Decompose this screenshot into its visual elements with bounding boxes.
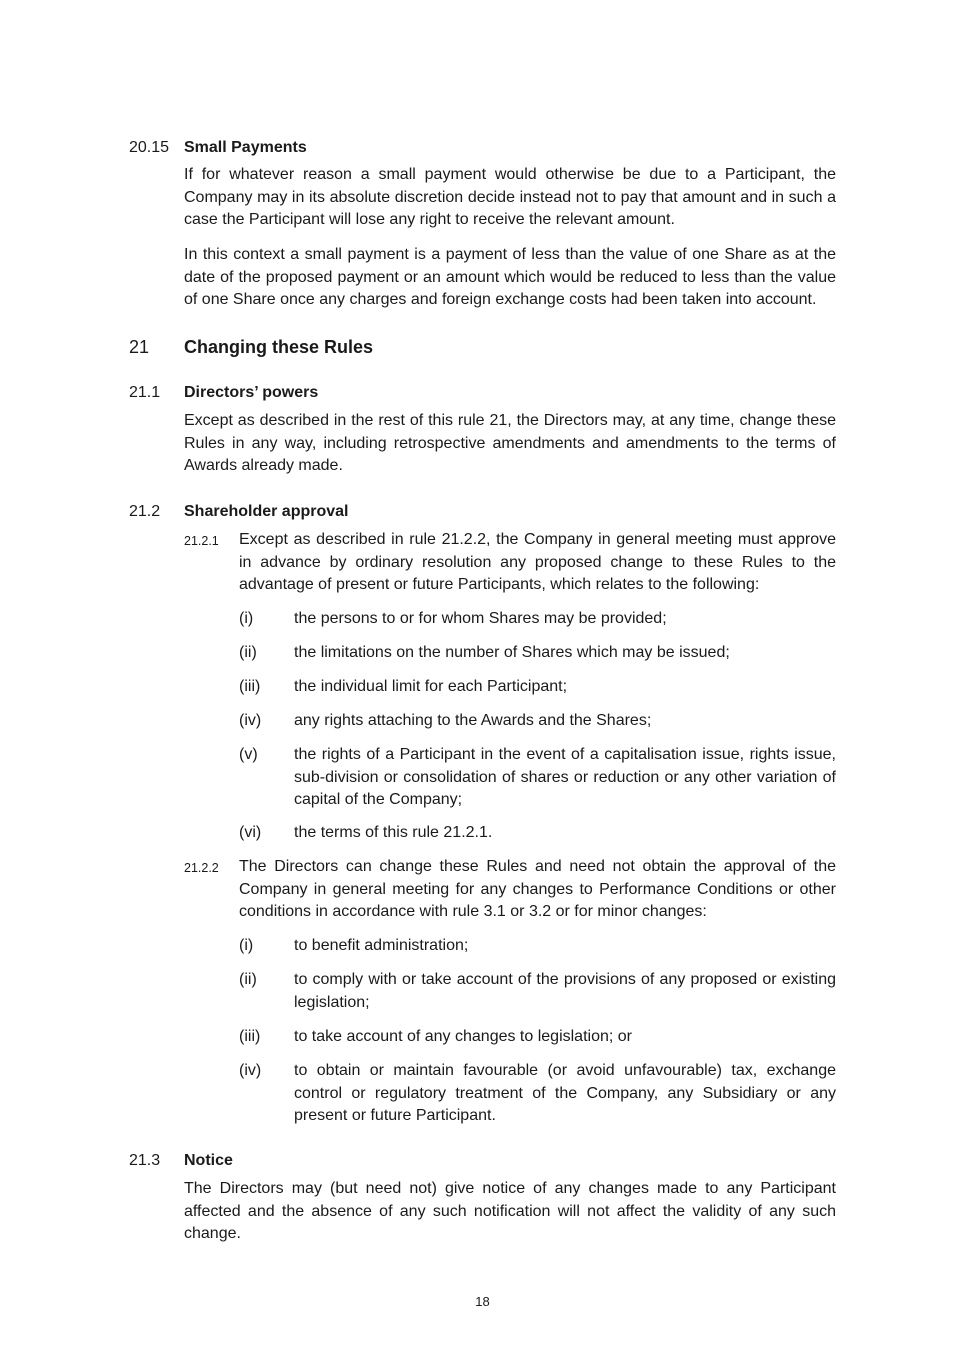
subsection-number: 21.2.2 <box>184 861 219 875</box>
paragraph: If for whatever reason a small payment would otherwise be due to a Participant, the Company may in its absolute discretion decide instead not to pay that amount and in such a case the Participant will lose any right to receive the relevant amount. <box>184 166 836 228</box>
chapter-heading: Changing these Rules <box>184 337 374 357</box>
list-item: the terms of this rule 21.2.1. <box>294 824 493 841</box>
list-item: the rights of a Participant in the event of a capitalisation issue, rights issue, sub-division or consolidation of shares or reduction or any other variation of capital of the Company; <box>294 746 836 808</box>
chapter-number: 21 <box>129 337 150 357</box>
list-item-label: (v) <box>239 746 258 763</box>
list-item-label: (vi) <box>239 824 262 841</box>
list-item: the limitations on the number of Shares which may be issued; <box>294 644 730 661</box>
subsection-number: 21.2.1 <box>184 534 219 548</box>
list-item-label: (iv) <box>239 712 262 729</box>
list-item-label: (ii) <box>239 644 257 661</box>
list-item-label: (iv) <box>239 1062 262 1079</box>
list-item: the persons to or for whom Shares may be provided; <box>294 610 667 627</box>
section-heading: Directors’ powers <box>184 384 319 401</box>
paragraph: Except as described in the rest of this rule 21, the Directors may, at any time, change these Rules in any way, including retrospective amendments and amendments to the terms of Awards already made. <box>184 412 836 474</box>
list-item: to obtain or maintain favourable (or avoid unfavourable) tax, exchange control or regulatory treatment of the Company, any Subsidiary or any present or future Participant. <box>294 1062 836 1124</box>
paragraph: In this context a small payment is a payment of less than the value of one Share as at the date of the proposed payment or an amount which would be reduced to less than the value of one Share once any charges and foreign exchange costs had been taken into account. <box>184 246 836 308</box>
list-item-label: (i) <box>239 937 254 954</box>
section-heading: Notice <box>184 1152 233 1169</box>
page-number: 18 <box>475 1294 490 1309</box>
section-number: 21.2 <box>129 503 161 520</box>
section-heading: Shareholder approval <box>184 503 349 520</box>
list-item-label: (iii) <box>239 1028 261 1045</box>
paragraph: The Directors may (but need not) give notice of any changes made to any Participant affected and the absence of any such notification will not affect the validity of any such change. <box>184 1180 836 1242</box>
subsection-paragraph: The Directors can change these Rules and need not obtain the approval of the Company in general meeting for any changes to Performance Conditions or other conditions in accordance with rule 3.1 or 3.2 or for minor changes: <box>239 858 836 920</box>
list-item-label: (ii) <box>239 971 257 988</box>
list-item: to take account of any changes to legislation; or <box>294 1028 632 1045</box>
section-number: 21.1 <box>129 384 161 401</box>
section-number: 20.15 <box>129 139 170 156</box>
list-item: any rights attaching to the Awards and the Shares; <box>294 712 652 729</box>
section-number: 21.3 <box>129 1152 161 1169</box>
list-item-label: (iii) <box>239 678 261 695</box>
list-item: the individual limit for each Participant; <box>294 678 568 695</box>
list-item: to comply with or take account of the provisions of any proposed or existing legislation; <box>294 971 836 1011</box>
list-item: to benefit administration; <box>294 937 469 954</box>
subsection-paragraph: Except as described in rule 21.2.2, the Company in general meeting must approve in advance by ordinary resolution any proposed change to these Rules to the advantage of present or future Participants, which relates to the following: <box>239 531 836 593</box>
section-heading: Small Payments <box>184 139 307 156</box>
list-item-label: (i) <box>239 610 254 627</box>
